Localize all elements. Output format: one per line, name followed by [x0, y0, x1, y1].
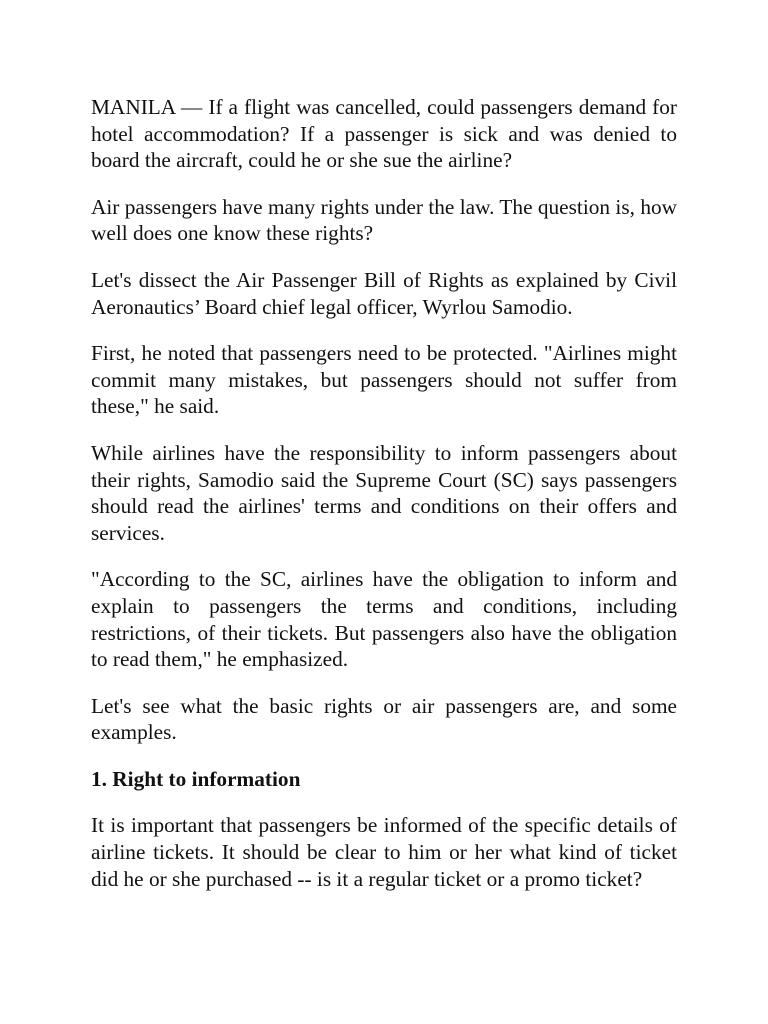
paragraph-intro: MANILA — If a flight was cancelled, could passengers demand for hotel accommodation? If a passenger is sick and was denied to board the aircraft, could he or she sue the airline? [91, 95, 677, 173]
document-body [91, 94, 677, 912]
paragraph-responsibility: While airlines have the responsibility to inform passengers about their rights, Samodio said the Supreme Court (SC) says passengers should read the airlines' terms and conditions on their offers and services. [91, 440, 677, 545]
paragraph-sc-quote: "According to the SC, airlines have the obligation to inform and explain to passengers the terms and conditions, including restrictions, of their tickets. But passengers also have the obligation to read them," he emphasized. [91, 567, 677, 672]
paragraph-basic-rights: Let's see what the basic rights or air passengers are, and some examples. [91, 693, 677, 745]
paragraph-protection-quote: First, he noted that passengers need to be protected. "Airlines might commit many mistakes, but passengers should not suffer from these," he said. [91, 341, 677, 419]
section-heading: 1. Right to information [91, 766, 301, 791]
paragraph-right-to-information: It is important that passengers be informed of the specific details of airline tickets. It should be clear to him or her what kind of ticket did he or she purchased -- is it a regular ticket or a promo ticket? [91, 813, 677, 891]
paragraph-bill-of-rights: Let's dissect the Air Passenger Bill of Rights as explained by Civil Aeronautics’ Board chief legal officer, Wyrlou Samodio. [91, 267, 677, 319]
paragraph-rights-question: Air passengers have many rights under the law. The question is, how well does one know these rights? [91, 194, 677, 246]
